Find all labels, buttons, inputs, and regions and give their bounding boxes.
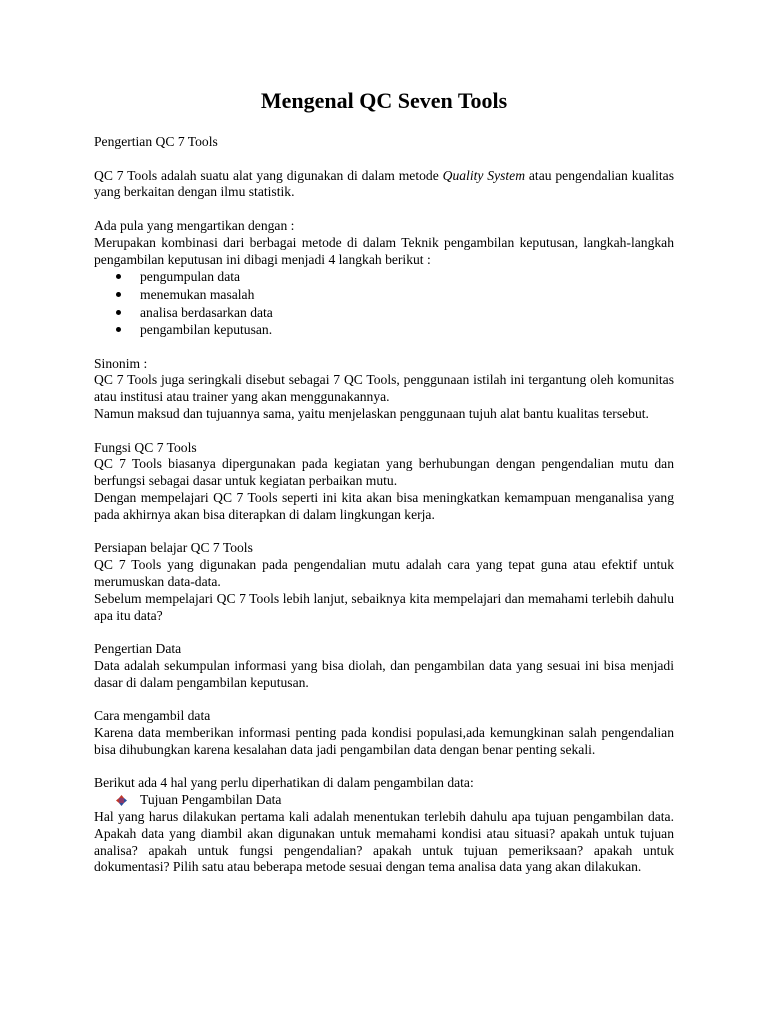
list-item-text: analisa berdasarkan data: [140, 304, 273, 320]
paragraph-fungsi-1: QC 7 Tools biasanya dipergunakan pada kegiatan yang berhubungan dengan pengendalian mutu dan berfungsi sebagai dasar untuk kegiatan perbaikan mutu.: [94, 456, 674, 489]
paragraph-pengertian-data: Data adalah sekumpulan informasi yang bisa diolah, dan pengambilan data yang sesuai ini bisa menjadi dasar di dalam pengambilan keputusan.: [94, 657, 674, 690]
paragraph-persiapan-2: Sebelum mempelajari QC 7 Tools lebih lanjut, sebaiknya kita mempelajari dan memahami terlebih dahulu apa itu data?: [94, 590, 674, 623]
bullet-icon: [116, 327, 121, 332]
list-item: [94, 268, 674, 286]
section-heading-pengertian-data: Pengertian Data: [94, 641, 182, 657]
section-heading-pengertian: Pengertian QC 7 Tools: [94, 134, 218, 149]
text-span: QC 7 Tools adalah suatu alat yang digunakan di dalam metode: [94, 167, 443, 183]
list-item-text: Tujuan Pengambilan Data: [140, 792, 282, 808]
paragraph-persiapan-1: QC 7 Tools yang digunakan pada pengendalian mutu adalah cara yang tepat guna atau efektif untuk merumuskan data-data.: [94, 557, 674, 589]
list-item: [94, 792, 674, 809]
paragraph-pengertian: [94, 168, 674, 202]
document-title: Mengenal QC Seven Tools: [260, 88, 508, 113]
bullet-icon: [116, 292, 121, 297]
italic-term: Quality System: [442, 167, 526, 183]
list-item: [94, 286, 674, 304]
bullet-icon: [116, 274, 121, 279]
list-item-text: menemukan masalah: [140, 286, 255, 302]
paragraph-fungsi-2: Dengan mempelajari QC 7 Tools seperti ini kita akan bisa meningkatkan kemampuan menganalisa yang pada akhirnya akan bisa diterapkan di dalam lingkungan kerja.: [94, 489, 674, 522]
text-span: atau pengendalian kualitas yang berkaitan dengan ilmu statistik.: [94, 167, 675, 200]
paragraph-kombinasi: Merupakan kombinasi dari berbagai metode di dalam Teknik pengambilan keputusan, langkah-langkah pengambilan keputusan ini dibagi menjadi 4 langkah berikut :: [94, 234, 674, 267]
bullet-list: [94, 268, 674, 338]
paragraph-sinonim-1: QC 7 Tools juga seringkali disebut sebagai 7 QC Tools, penggunaan istilah ini tergantung oleh komunitas atau institusi atau trainer yang akan menggunakannya.: [94, 372, 674, 405]
section-heading-ada-pula: Ada pula yang mengartikan dengan :: [94, 217, 295, 233]
bullet-icon: [116, 310, 121, 315]
paragraph-cara: Karena data memberikan informasi penting pada kondisi populasi,ada kemungkinan salah pengendalian bisa dihubungkan karena kesalahan data jadi pengambilan data dengan benar penting sekali.: [94, 725, 674, 757]
paragraph-tujuan: Hal yang harus dilakukan pertama kali adalah menentukan terlebih dahulu apa tujuan pengambilan data. Apakah data yang diambil akan digunakan untuk memahami kondisi atau situasi? apakah untuk tujuan analisa? apakah untuk fungsi pengendalian? apakah untuk tujuan pemeriksaan? apakah untuk dokumentasi? Pilih satu atau beberapa metode sesuai dengan tema analisa data yang akan dilakukan.: [94, 809, 674, 875]
section-heading-berikut: Berikut ada 4 hal yang perlu diperhatikan di dalam pengambilan data:: [94, 775, 474, 791]
section-heading-sinonim: Sinonim :: [94, 355, 148, 371]
four-way-arrow-icon: [116, 795, 127, 806]
list-item: [94, 304, 674, 322]
list-item: [94, 321, 674, 339]
list-item-text: pengumpulan data: [140, 269, 241, 285]
paragraph-sinonim-2: Namun maksud dan tujuannya sama, yaitu menjelaskan penggunaan tujuh alat bantu kualitas tersebut.: [94, 405, 649, 421]
section-heading-fungsi: Fungsi QC 7 Tools: [94, 439, 197, 455]
list-item-text: pengambilan keputusan.: [140, 322, 273, 338]
section-heading-cara: Cara mengambil data: [94, 708, 211, 724]
section-heading-persiapan: Persiapan belajar QC 7 Tools: [94, 540, 253, 556]
